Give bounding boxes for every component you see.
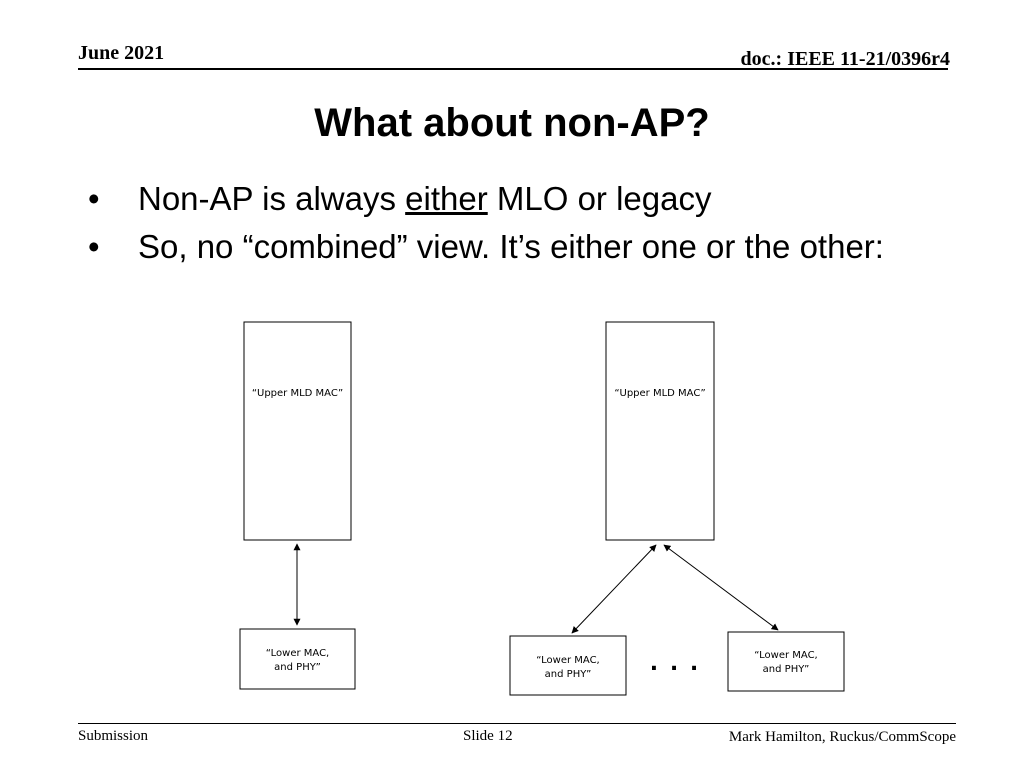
right-upper-mld-mac-box — [606, 322, 714, 540]
footer-submission: Submission — [78, 728, 149, 744]
left-lower-mac-phy-label-line2: and PHY” — [274, 662, 321, 673]
bullet-marker: • — [88, 228, 100, 265]
footer-slide-number: Slide 12 — [463, 728, 513, 744]
bullet-1-text-before: Non-AP is always — [138, 180, 406, 217]
left-lower-mac-phy-label-line1: “Lower MAC, — [265, 648, 330, 659]
bullet-1-text-after: MLO or legacy — [487, 180, 712, 217]
header-doc-id: doc.: IEEE 11-21/0396r4 — [740, 48, 950, 70]
right-left-connection-arrow — [572, 545, 656, 633]
slide-title: What about non-AP? — [314, 101, 710, 145]
right-lower-mac-phy-1-label-line1: “Lower MAC, — [536, 655, 600, 666]
header-date: June 2021 — [78, 42, 165, 64]
right-right-connection-arrow — [664, 545, 778, 630]
bullet-marker: • — [88, 180, 100, 217]
left-upper-mld-mac-label: “Upper MLD MAC” — [251, 388, 344, 399]
ellipsis-more-links: . . . — [649, 651, 701, 676]
left-upper-mld-mac-box — [244, 322, 351, 540]
right-lower-mac-phy-box-2 — [728, 632, 844, 691]
footer-divider — [78, 723, 956, 724]
footer-author: Mark Hamilton, Ruckus/CommScope — [728, 729, 956, 745]
left-lower-mac-phy-box — [240, 629, 355, 689]
right-upper-mld-mac-label: “Upper MLD MAC” — [614, 388, 706, 399]
bullet-1-text-underlined: either — [405, 180, 488, 217]
bullet-2-text: So, no “combined” view. It’s either one or the other: — [138, 228, 884, 265]
right-diagram — [510, 322, 844, 695]
right-lower-mac-phy-2-label-line2: and PHY” — [762, 664, 810, 675]
right-lower-mac-phy-2-label-line1: “Lower MAC, — [754, 650, 818, 661]
right-lower-mac-phy-1-label-line2: and PHY” — [544, 669, 592, 680]
left-diagram — [240, 322, 355, 689]
